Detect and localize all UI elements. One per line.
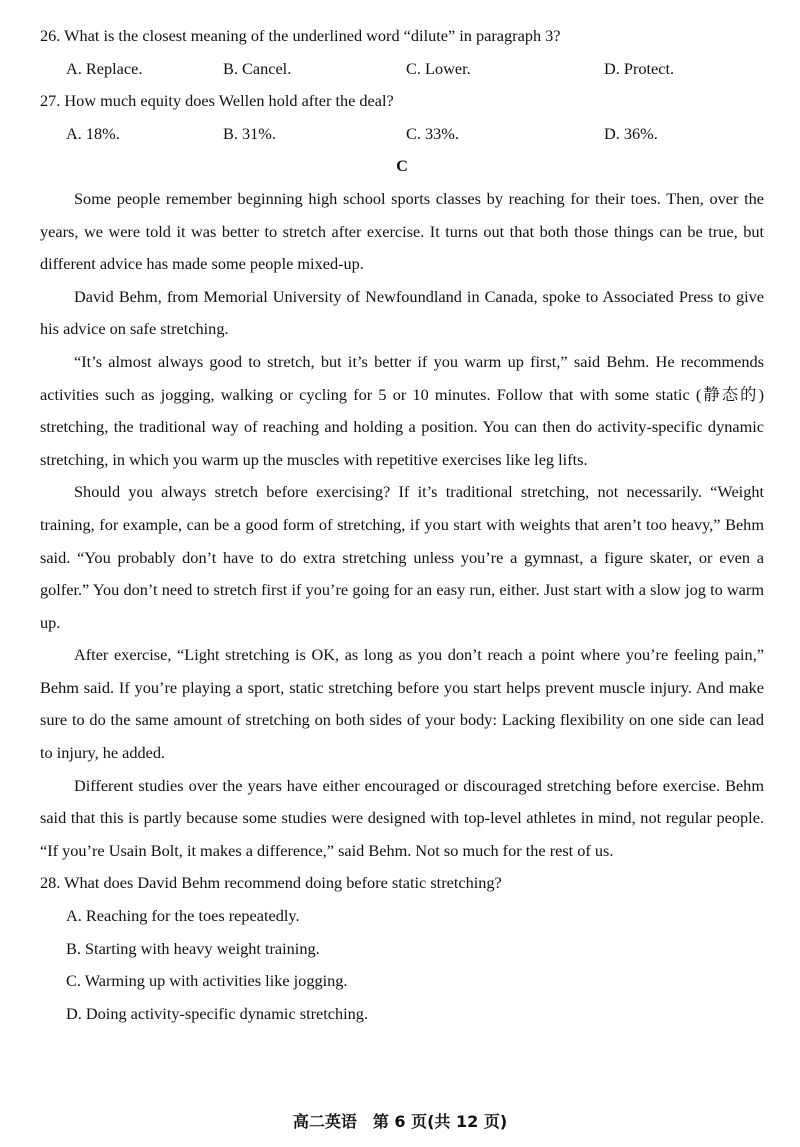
section-heading: C	[396, 156, 408, 176]
question-26-option-a: A. Replace.	[66, 58, 143, 78]
question-27-stem: 27. How much equity does Wellen hold after the deal?	[40, 91, 394, 111]
page-footer: 高二英语 第 6 页(共 12 页)	[292, 1112, 508, 1131]
passage-paragraph-4: Should you always stretch before exercising? If it’s traditional stretching, not necessarily. “Weight training, for example, can be a good form of stretching, if you start with weights that aren’t too heavy,” Behm said. “You probably don’t have to do extra stretching unless you’re a gymnast, a figure skater, or even a golfer.” You don’t need to stretch first if you’re going for an easy run, either. Just start with a slow jog to warm up.	[40, 482, 764, 632]
exam-page	[40, 20, 764, 1030]
question-27-option-a: A. 18%.	[66, 123, 120, 143]
passage-paragraph-6: Different studies over the years have either encouraged or discouraged stretching before exercise. Behm said that this is partly because some studies were designed with top-level athletes in mind, not regular people. “If you’re Usain Bolt, it makes a difference,” said Behm. Not so much for the rest of us.	[40, 775, 764, 860]
question-26-option-c: C. Lower.	[406, 58, 471, 78]
question-26-option-b: B. Cancel.	[223, 58, 292, 78]
passage-paragraph-1: Some people remember beginning high school sports classes by reaching for their toes. Then, over the years, we were told it was better to stretch after exercise. It turns out that both those things can be true, but different advice has made some people mixed-up.	[40, 188, 764, 274]
passage-paragraph-2: David Behm, from Memorial University of Newfoundland in Canada, spoke to Associated Press to give his advice on safe stretching.	[40, 286, 764, 339]
question-27-option-d: D. 36%.	[604, 123, 658, 143]
question-27-option-b: B. 31%.	[223, 123, 276, 143]
passage-paragraph-3: “It’s almost always good to stretch, but it’s better if you warm up first,” said Behm. He recommends activities such as jogging, walking or cycling for 5 or 10 minutes. Follow that with some static (静态的) stretching, the traditional way of reaching and holding a position. You can then do activity-specific dynamic stretching, in which you warm up the muscles with repetitive exercises like leg lifts.	[40, 351, 764, 469]
question-28-stem: 28. What does David Behm recommend doing before static stretching?	[40, 873, 502, 893]
question-28-option-c: C. Warming up with activities like jogging.	[66, 971, 348, 991]
question-26-options	[40, 53, 764, 86]
question-27-option-c: C. 33%.	[406, 123, 459, 143]
question-28-option-d: D. Doing activity-specific dynamic stretching.	[66, 1003, 369, 1023]
passage-paragraph-5: After exercise, “Light stretching is OK, as long as you don’t reach a point where you’re feeling pain,” Behm said. If you’re playing a sport, static stretching before you start helps prevent muscle injury. And make sure to do the same amount of stretching on both sides of your body: Lacking flexibility on one side can lead to injury, he added.	[40, 645, 764, 763]
question-26-option-d: D. Protect.	[604, 58, 675, 78]
question-28-option-b: B. Starting with heavy weight training.	[66, 938, 320, 958]
question-27-options	[40, 118, 764, 151]
question-28-option-a: A. Reaching for the toes repeatedly.	[66, 906, 300, 926]
question-26-stem: 26. What is the closest meaning of the underlined word “dilute” in paragraph 3?	[40, 26, 561, 45]
